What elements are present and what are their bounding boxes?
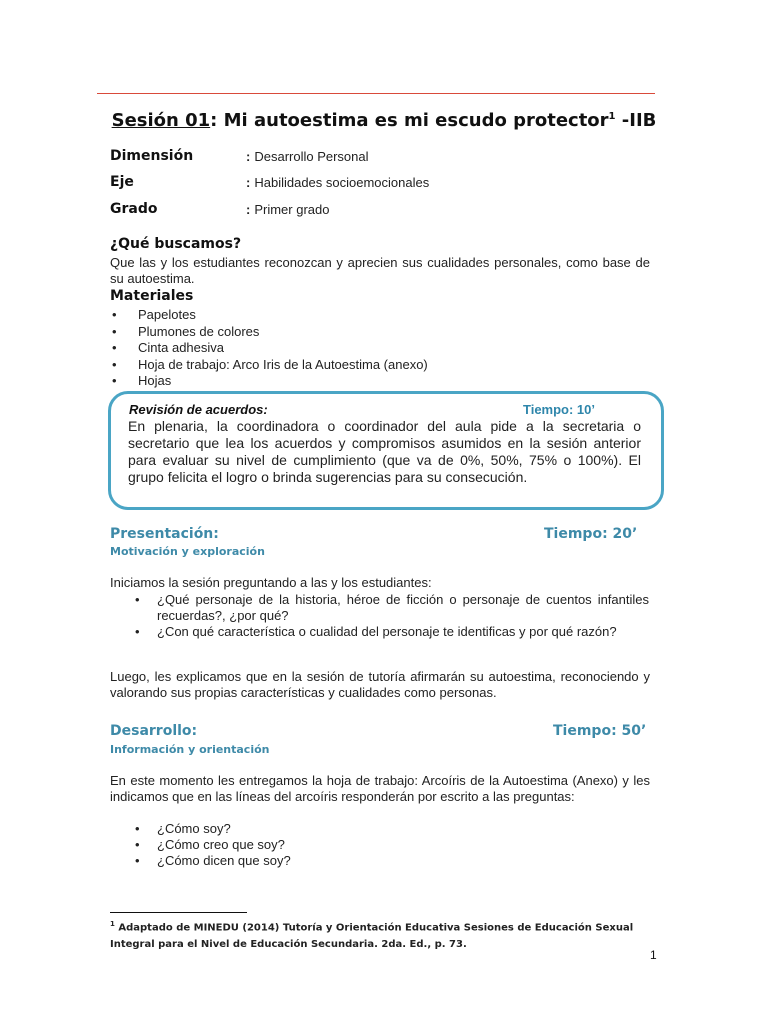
meta-key: Dimensión bbox=[110, 148, 194, 164]
desarrollo-time: Tiempo: 50’ bbox=[553, 723, 647, 739]
title-suffix: -IIB bbox=[615, 110, 657, 131]
presentacion-questions bbox=[133, 592, 649, 640]
meta-value-wrap bbox=[246, 175, 429, 190]
header-rule bbox=[97, 93, 655, 94]
meta-row-grado bbox=[110, 201, 670, 221]
meta-separator: : bbox=[246, 149, 251, 164]
revision-time: Tiempo: 10’ bbox=[523, 402, 596, 417]
desarrollo-heading: Desarrollo: bbox=[110, 723, 198, 739]
list-item: • ¿Qué personaje de la historia, héroe de ficción o personaje de cuentos infantiles recuerdas?, ¿por qué? bbox=[133, 592, 649, 624]
list-item: • ¿Con qué característica o cualidad del personaje te identificas y por qué razón? bbox=[133, 624, 649, 640]
presentacion-time: Tiempo: 20’ bbox=[544, 526, 638, 542]
footnote-rule bbox=[110, 912, 247, 913]
list-item: • ¿Cómo creo que soy? bbox=[133, 837, 649, 853]
meta-value: Habilidades socioemocionales bbox=[254, 175, 430, 190]
presentacion-subtitle: Motivación y exploración bbox=[110, 545, 265, 558]
desarrollo-questions bbox=[133, 821, 649, 869]
meta-value-wrap bbox=[246, 202, 329, 217]
desarrollo-subtitle: Información y orientación bbox=[110, 743, 270, 756]
meta-value: Primer grado bbox=[254, 202, 330, 217]
list-item: • ¿Cómo soy? bbox=[133, 821, 649, 837]
meta-row-eje bbox=[110, 174, 670, 194]
materiales-list bbox=[110, 307, 428, 390]
list-item: • ¿Cómo dicen que soy? bbox=[133, 853, 649, 869]
page-number: 1 bbox=[650, 948, 657, 962]
list-item: • Plumones de colores bbox=[110, 324, 428, 341]
title-session-number: Sesión 01 bbox=[111, 110, 211, 131]
que-buscamos-heading: ¿Qué buscamos? bbox=[110, 236, 242, 252]
list-item: • Papelotes bbox=[110, 307, 428, 324]
title-footnote-mark: 1 bbox=[608, 111, 616, 122]
list-item: • Hoja de trabajo: Arco Iris de la Autoestima (anexo) bbox=[110, 357, 428, 374]
title-main: : Mi autoestima es mi escudo protector bbox=[210, 110, 609, 131]
meta-row-dimension bbox=[110, 148, 670, 168]
desarrollo-intro: En este momento les entregamos la hoja de trabajo: Arcoíris de la Autoestima (Anexo) y les indicamos que en las líneas del arcoíris responderán por escrito a las preguntas: bbox=[110, 773, 650, 804]
meta-value-wrap bbox=[246, 149, 369, 164]
meta-separator: : bbox=[246, 175, 251, 190]
meta-key: Eje bbox=[110, 174, 134, 190]
presentacion-closing: Luego, les explicamos que en la sesión de tutoría afirmarán su autoestima, reconociendo y valorando sus propias características y cualidades como personas. bbox=[110, 669, 650, 700]
presentacion-heading: Presentación: bbox=[110, 526, 219, 542]
revision-acuerdos-box bbox=[108, 391, 664, 510]
footnote-text: Adaptado de MINEDU (2014) Tutoría y Orientación Educativa Sesiones de Educación Sexual Integral para el Nivel de Educación Secundaria. 2da. Ed., p. 73. bbox=[110, 922, 634, 951]
footnote bbox=[110, 916, 650, 953]
list-item: • Cinta adhesiva bbox=[110, 340, 428, 357]
meta-value: Desarrollo Personal bbox=[254, 149, 369, 164]
session-title bbox=[0, 110, 768, 131]
que-buscamos-text: Que las y los estudiantes reconozcan y aprecien sus cualidades personales, como base de su autoestima. bbox=[110, 255, 650, 286]
presentacion-intro: Iniciamos la sesión preguntando a las y los estudiantes: bbox=[110, 575, 432, 590]
meta-separator: : bbox=[246, 202, 251, 217]
list-item: • Hojas bbox=[110, 373, 428, 390]
revision-text: En plenaria, la coordinadora o coordinador del aula pide a la secretaria o secretario que lea los acuerdos y compromisos asumidos en la sesión anterior para evaluar su nivel de cumplimiento (que va de 0%, 50%, 75% o 100%). El grupo felicita el logro o brinda sugerencias para su consecución. bbox=[128, 418, 641, 485]
meta-key: Grado bbox=[110, 201, 158, 217]
materiales-heading: Materiales bbox=[110, 288, 194, 304]
footnote-mark: 1 bbox=[110, 920, 115, 928]
revision-title: Revisión de acuerdos: bbox=[129, 402, 268, 417]
